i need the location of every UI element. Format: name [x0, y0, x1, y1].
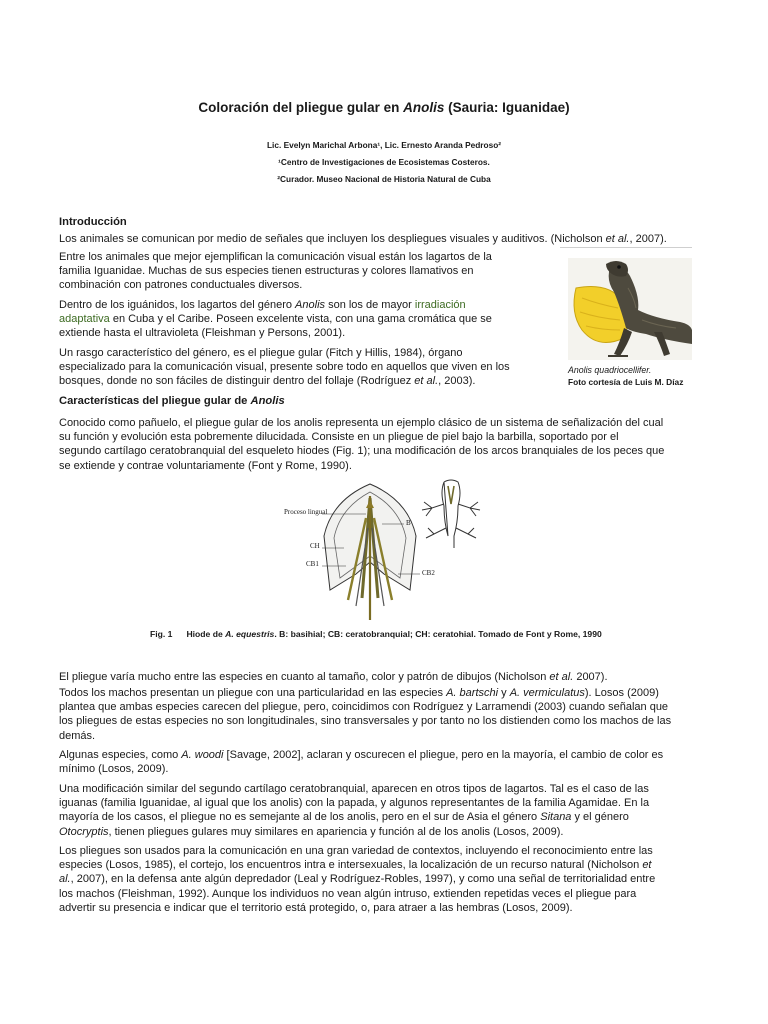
photo-caption — [568, 364, 683, 388]
paragraph-5: El pliegue varía mucho entre las especies en cuanto al tamaño, color y patrón de dibujos (Nicholson et al. 2007). — [59, 671, 608, 683]
label-ch: CH — [310, 542, 320, 550]
paper-title — [0, 100, 768, 115]
title-text: Coloración del pliegue gular en — [198, 100, 404, 115]
divider — [560, 247, 692, 248]
paragraph-8: Una modificación similar del segundo cartílago ceratobranquial, aparecen en otros tipos de lagartos. Tal es el caso de las iguanas (familia Iguanidae, al igual que los anolis) con la papada, y algunos representantes de la familia Agamidae. En la mayoría de los casos, el pliegue no es semejante al de los anolis, pero en el sur de Asia el género Sitana y el género Otocryptis, tienen pliegues gulares muy similares en apariencia y función al de los anolis (Losos, 2009). — [59, 783, 650, 838]
lizard-outline-figure — [418, 478, 484, 550]
anolis-photo — [568, 258, 692, 360]
label-cb1: CB1 — [306, 560, 319, 568]
authors: Lic. Evelyn Marichal Arbona¹, Lic. Ernesto Aranda Pedroso² — [266, 140, 502, 150]
section-paragraph-1: Conocido como pañuelo, el pliegue gular de los anolis representa un ejemplo clásico de un sistema de señalización del cual su función y evolución esta pobremente dilucidada. Consiste en un pliegue de piel bajo la barbilla, soportado por el segundo cartílago ceratobranquial del esqueleto hiodes (Fig. 1); una modificación de los arcos branquiales de los peces que se extiende y contrae voluntariamente (Font y Rome, 1990). — [59, 417, 665, 472]
title-genus: Anolis — [403, 100, 445, 115]
intro-paragraph-3: Dentro de los iguánidos, los lagartos del género Anolis son los de mayor irradiación adaptativa en Cuba y el Caribe. Poseen excelente vista, con una gama cromática que se extiende hasta el ultravioleta (Fleishman y Persons, 2001). — [59, 299, 492, 340]
intro-paragraph-4: Un rasgo característico del género, es el pliegue gular (Fitch y Hillis, 1984), órgano especializado para la comunicación visual, presente sobre todo en aquellos que viven en los bosques, donde no son fáciles de distinguir dentro del follaje (Rodríguez et al., 2003). — [59, 347, 510, 388]
paragraph-6: Todos los machos presentan un pliegue con una particularidad en las especies A. bartschi y A. vermiculatus). Losos (2009) plantea que ambas especies carecen del pliegue, pero, coincidimos con Rodríguez y Larramendi (2003) cuando señalan que los pliegues de estas especies no son longitudinales, sino transversales y por tanto no los distienden como los machos de las demás. — [59, 687, 672, 742]
affiliation-2: ²Curador. Museo Nacional de Historia Natural de Cuba — [277, 174, 491, 184]
paragraph-7: Algunas especies, como A. woodi [Savage, 2002], aclaran y oscurecen el pliegue, pero en la mayoría, el cambio de color es mínimo (Losos, 2009). — [59, 749, 664, 776]
label-cb2: CB2 — [422, 569, 435, 577]
figure-caption: Fig. 1 Hiode de A. equestris. B: basihial; CB: ceratobranquial; CH: ceratohial. Tomado de Font y Rome, 1990 — [150, 629, 602, 639]
affiliation-1: ¹Centro de Investigaciones de Ecosistemas Costeros. — [278, 157, 490, 167]
photo-credit: Foto cortesía de Luis M. Díaz — [568, 377, 684, 387]
label-b: B — [406, 519, 411, 527]
intro-paragraph-1: Los animales se comunican por medio de señales que incluyen los despliegues visuales y auditivos. (Nicholson et al., 2007). — [59, 233, 667, 245]
label-proceso-lingual: Proceso lingual — [284, 508, 328, 516]
intro-paragraph-2: Entre los animales que mejor ejemplifican la comunicación visual están los lagartos de la familia Iguanidae. Muchas de sus especies tienen estructuras y colores llamativos en combinación con patrones conductuales diversos. — [59, 251, 492, 292]
section-heading: Características del pliegue gular de Anolis — [59, 395, 285, 407]
paragraph-9: Los pliegues son usados para la comunicación en una gran variedad de contextos, incluyendo el reconocimiento entre las especies (Losos, 1985), el cortejo, los encuentros intra e intersexuales, la localización de un recurso natural (Nicholson et al., 2007), en la defensa ante algún depredador (Leal y Rodríguez-Robles, 1997), y como una señal de territorialidad entre los machos (Fleishman, 1992). Aunque los individuos no vean algún intruso, extienden repetidas veces el pliegue para advertir su presencia e indicar que el territorio está protegido, o, para atraer a las hembras (Losos, 2009). — [59, 845, 656, 914]
intro-heading: Introducción — [59, 216, 127, 228]
photo-species: Anolis quadriocellifer. — [568, 365, 652, 375]
title-suffix: (Sauria: Iguanidae) — [444, 100, 570, 115]
